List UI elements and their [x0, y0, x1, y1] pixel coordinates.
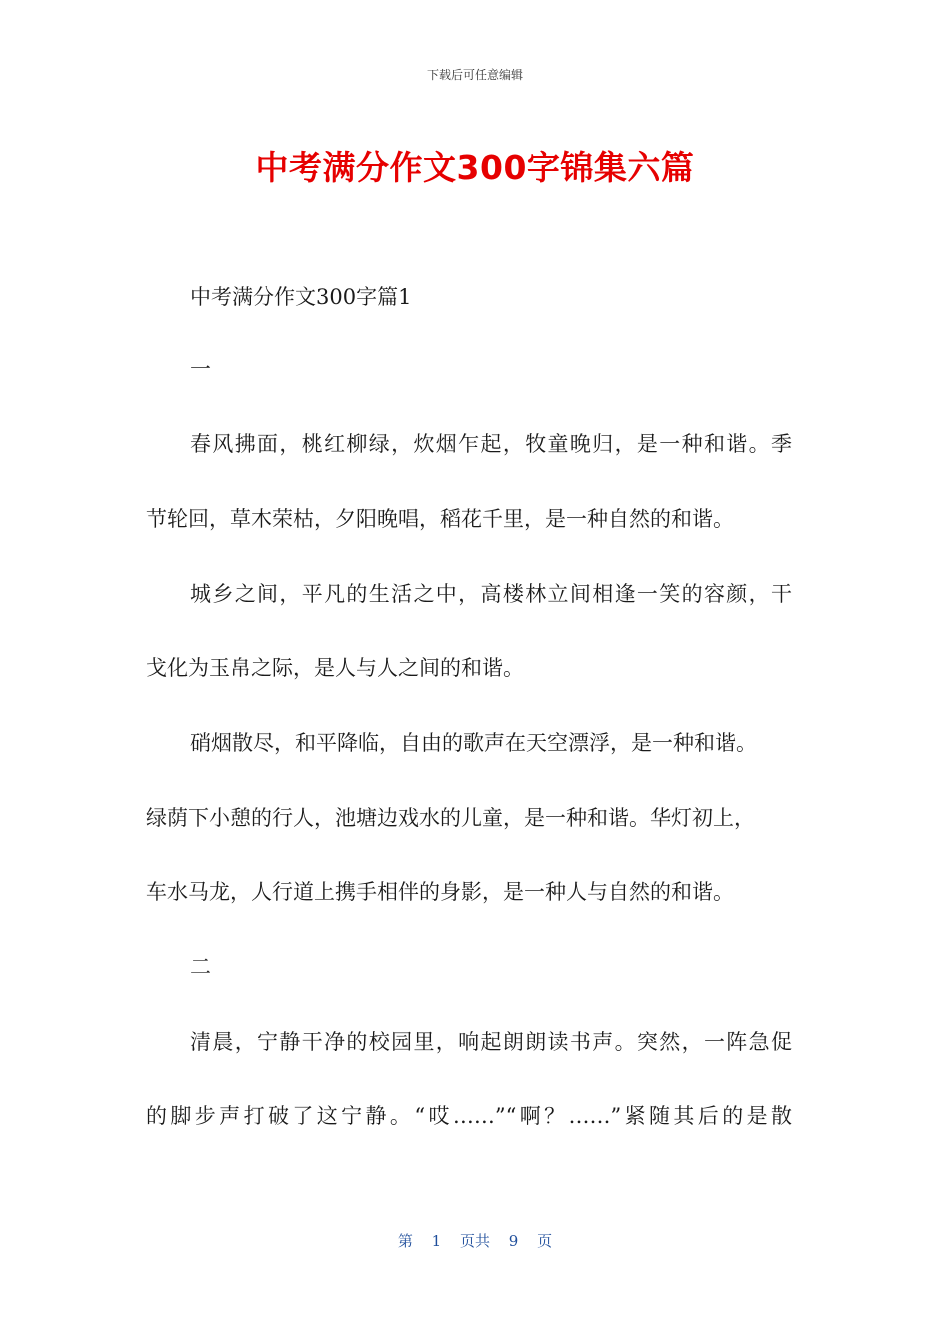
document-title: 中考满分作文300字锦集六篇	[255, 148, 695, 187]
header-note: 下载后可任意编辑	[426, 68, 523, 82]
section-number: 二	[190, 955, 211, 979]
section-heading: 中考满分作文300字篇1	[190, 285, 412, 309]
paragraph-line: 戈化为玉帛之际，是人与人之间的和谐。	[146, 656, 524, 680]
paragraph-line: 节轮回，草木荣枯，夕阳晚唱，稻花千里，是一种自然的和谐。	[146, 507, 734, 531]
paragraph-line: 硝烟散尽，和平降临，自由的歌声在天空漂浮，是一种和谐。	[190, 731, 757, 755]
section-number: 一	[190, 357, 211, 381]
paragraph-line: 春风拂面，桃红柳绿，炊烟乍起，牧童晚归，是一种和谐。季	[190, 432, 792, 456]
paragraph-line: 清晨，宁静干净的校园里，响起朗朗读书声。突然，一阵急促	[190, 1030, 792, 1054]
paragraph-line: 车水马龙，人行道上携手相伴的身影，是一种人与自然的和谐。	[146, 880, 734, 904]
page-footer: 第 1 页共 9 页	[397, 1232, 553, 1250]
paragraph-line: 的脚步声打破了这宁静。“哎……”“啊？……”紧随其后的是散	[146, 1104, 792, 1128]
paragraph-line: 城乡之间，平凡的生活之中，高楼林立间相逢一笑的容颜，干	[190, 582, 792, 606]
paragraph-line: 绿荫下小憩的行人，池塘边戏水的儿童，是一种和谐。华灯初上，	[146, 806, 755, 830]
